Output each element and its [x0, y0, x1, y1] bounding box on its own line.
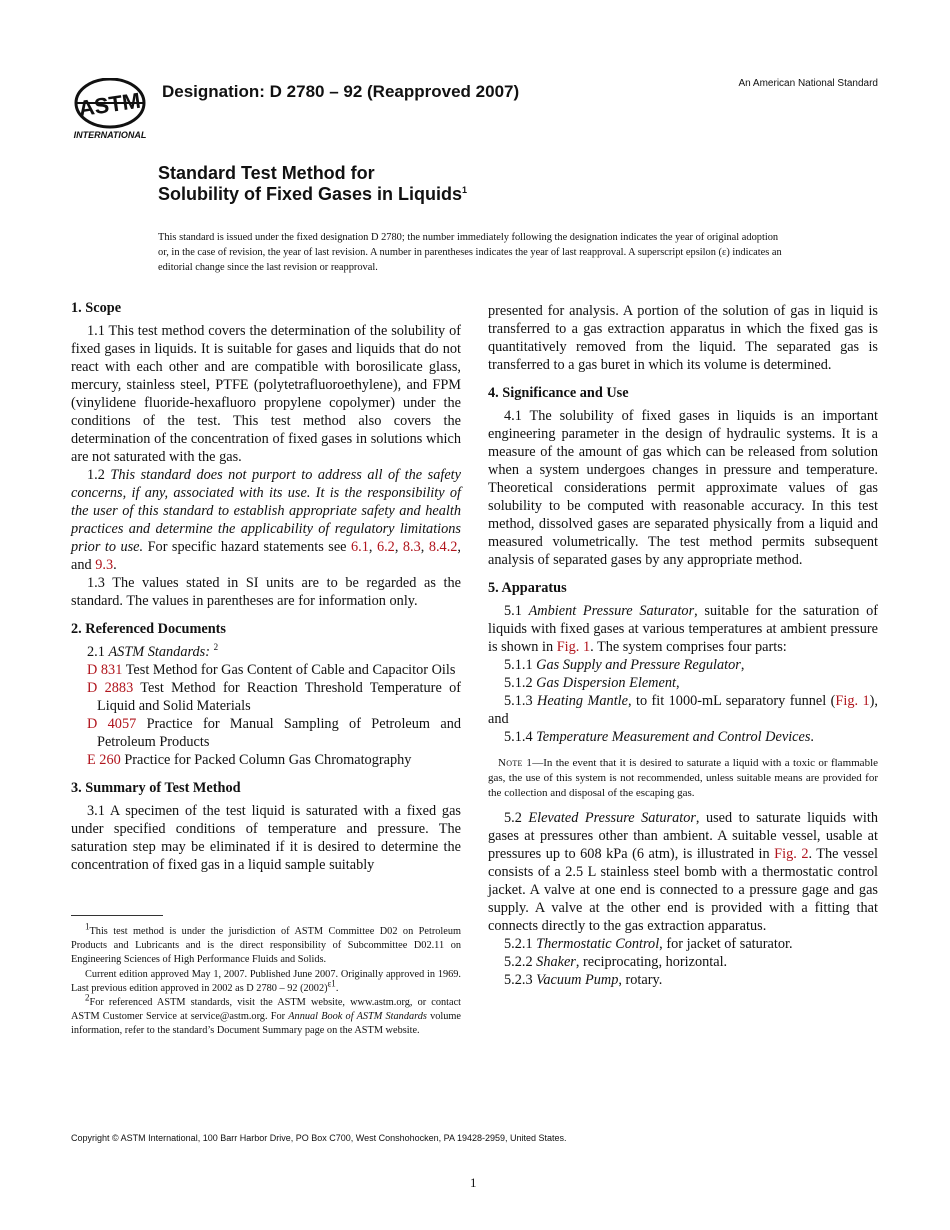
footnote-1: $^1$This test method is under the jurisdiction of ASTM Committee D02 on Petroleum Products and Lubricants and is the direct responsibility of Subcommittee D02.11 on Engineering Sciences of High Performance Fluids and Solids. [71, 921, 461, 966]
section-significance-heading: 4. Significance and Use [488, 385, 629, 401]
note-text: —In the event that it is desired to saturate a liquid with a toxic or flammable gas, the use of this system is not recommended, unless suitable means are provided for the collection and disposal of the escaping gas. [488, 757, 879, 799]
paragraph-5-1-3: 5.1.3 Heating Mantle, to fit 1000-mL separatory funnel (Fig. 1), and [488, 693, 878, 727]
paragraph-5-2: 5.2 Elevated Pressure Saturator, used to saturate liquids with gases at pressures other than ambient. A suitable vessel, usable at pressures up to 608 kPa (6 atm), is illustrated in Fig. 2. The vessel consists of a 2.5 L stainless steel bomb with a thermostatic control jacket. A valve at one end is connected to a pressure gage and gas supply. A valve at the other end is provided with a fitting that connects directly to the gas extraction apparatus. [488, 810, 878, 934]
ref-link-9-3[interactable]: 9.3 [95, 557, 114, 573]
reference-item: E 260 Practice for Packed Column Gas Chromatography [87, 752, 412, 768]
ref-link-d2883[interactable]: D 2883 [87, 680, 134, 696]
ref-link-8-4-2[interactable]: 8.4.2 [428, 539, 458, 555]
reference-item: D 831 Test Method for Gas Content of Cable and Capacitor Oils [87, 662, 456, 678]
reference-item: D 2883 Test Method for Reaction Threshold Temperature of Liquid and Solid Materials [87, 680, 461, 714]
section-apparatus-heading: 5. Apparatus [488, 580, 567, 596]
logo-text-top: ASTM [76, 87, 143, 122]
ref-link-6-2[interactable]: 6.2 [376, 539, 395, 555]
paragraph-5-2-1: 5.2.1 Thermostatic Control, for jacket of saturator. [504, 936, 793, 952]
fig-2-link[interactable]: Fig. 2 [774, 846, 809, 862]
paragraph-5-1-4: 5.1.4 Temperature Measurement and Control Devices. [504, 729, 814, 745]
paragraph-3-1: 3.1 A specimen of the test liquid is saturated with a fixed gas under specified conditions of temperature and pressure. The saturation step may be eliminated if it is desired to determine the concentration of fixed gas in a liquid sample suitably [71, 803, 461, 873]
paragraph-3-1-continued: presented for analysis. A portion of the solution of gas in liquid is transferred to a gas extraction apparatus in which the fixed gas is quantitatively removed from the liquid. The separated gas is transferred to a gas buret in which its volume is determined. [488, 303, 878, 373]
paragraph-5-2-2: 5.2.2 Shaker, reciprocating, horizontal. [504, 954, 728, 970]
paragraph-5-1-2: 5.1.2 Gas Dispersion Element, [504, 675, 680, 691]
reference-item: D 4057 Practice for Manual Sampling of Petroleum and Petroleum Products [87, 716, 462, 750]
national-standard: An American National Standard [738, 78, 878, 89]
paragraph-5-1: 5.1 Ambient Pressure Saturator, suitable for the saturation of liquids with fixed gases at various temperatures at ambient pressure is shown in Fig. 1. The system comprises four parts: [488, 603, 879, 655]
footnotes [71, 921, 461, 1039]
section-scope-heading: 1. Scope [71, 300, 122, 316]
footnote-2: $^2$For referenced ASTM standards, visit the ASTM website, www.astm.org, or contact ASTM Customer Service at service@astm.org. For Annual Book of ASTM Standards volume information, refer to the standard’s Document Summary page on the ASTM website. [71, 992, 461, 1037]
astm-logo-icon [70, 78, 150, 140]
ref-link-8-3[interactable]: 8.3 [402, 539, 421, 555]
document-title [158, 163, 467, 205]
paragraph-5-2-3: 5.2.3 Vacuum Pump, rotary. [504, 972, 663, 988]
logo-text-bottom: INTERNATIONAL [73, 130, 147, 140]
footnote-divider [71, 915, 163, 916]
paragraph-5-1-1: 5.1.1 Gas Supply and Pressure Regulator, [504, 657, 745, 673]
left-column [71, 299, 461, 874]
fig-1-link[interactable]: Fig. 1 [835, 693, 870, 709]
section-referenced-heading: 2. Referenced Documents [71, 621, 226, 637]
paragraph-1-3: 1.3 The values stated in SI units are to be regarded as the standard. The values in parentheses are for information only. [71, 575, 461, 609]
section-summary-heading: 3. Summary of Test Method [71, 780, 241, 796]
designation: Designation: D 2780 – 92 (Reapproved 2007) [162, 82, 520, 101]
note-label: Note 1 [498, 757, 533, 769]
ref-link-e260[interactable]: E 260 [87, 752, 121, 768]
page-number: 1 [470, 1175, 477, 1190]
paragraph-4-1: 4.1 The solubility of fixed gases in liquids is an important engineering parameter in the design of hydraulic systems. It is a measure of the amount of gas which can be released from solution when a system undergoes changes in pressure and temperature. Theoretical considerations permit approximate values of gas solubility to be computed with reasonable accuracy. In this test method, dissolved gases are separated physically from a liquid and measured volumetrically. The test method permits subsequent analysis of separated gases by any appropriate method. [488, 408, 878, 568]
issued-notice: This standard is issued under the fixed designation D 2780; the number immediately following the designation indicates the year of original adoption or, in the case of revision, the year of last revision. A number in parentheses indicates the year of last reapproval. A superscript epsilon (ε) indicates an editorial change since the last revision or reapproval. [158, 232, 782, 273]
title-footnote-mark: 1 [462, 185, 468, 195]
astm-logo [70, 78, 150, 140]
footnote-1-edition: Current edition approved May 1, 2007. Published June 2007. Originally approved in 1969. Last previous edition approved in 2002 as D 2780 – 92 $(2002)^{\varepsilon 1}$. [71, 968, 461, 994]
right-column [488, 302, 878, 989]
note-1 [488, 756, 878, 801]
paragraph-2-1: 2.1 ASTM Standards: $^2$ [87, 642, 219, 660]
ref-link-d4057[interactable]: D 4057 [87, 716, 137, 732]
paragraph-1-2: 1.2 This standard does not purport to address all of the safety concerns, if any, associated with its use. It is the responsibility of the user of this standard to establish appropriate safety and health practices and determine the applicability of regulatory limitations prior to use. For specific hazard statements see 6.1, 6.2, 8.3, 8.4.2, and 9.3. [71, 467, 461, 573]
paragraph-1-1: 1.1 This test method covers the determination of the solubility of fixed gases in liquids. It is suitable for gases and liquids that do not react with each other and are compatible with borosilicate glass, mercury, stainless steel, PTFE (polytetrafluoroethylene), and FPM (vinylidene fluoride-hexafluoro propylene copolymer) under the conditions of the test. This test method also covers the determination of the concentration of fixed gases in solutions which are not saturated with the gas. [71, 323, 461, 465]
title-line-2: Solubility of Fixed Gases in Liquids [158, 184, 463, 204]
title-line-1: Standard Test Method for [158, 163, 375, 183]
ref-link-6-1[interactable]: 6.1 [351, 539, 369, 555]
fig-1-link[interactable]: Fig. 1 [556, 639, 591, 655]
ref-link-d831[interactable]: D 831 [87, 662, 123, 678]
copyright: Copyright © ASTM International, 100 Barr Harbor Drive, PO Box C700, West Conshohocken, PA 19428-2959, United States. [71, 1133, 567, 1143]
